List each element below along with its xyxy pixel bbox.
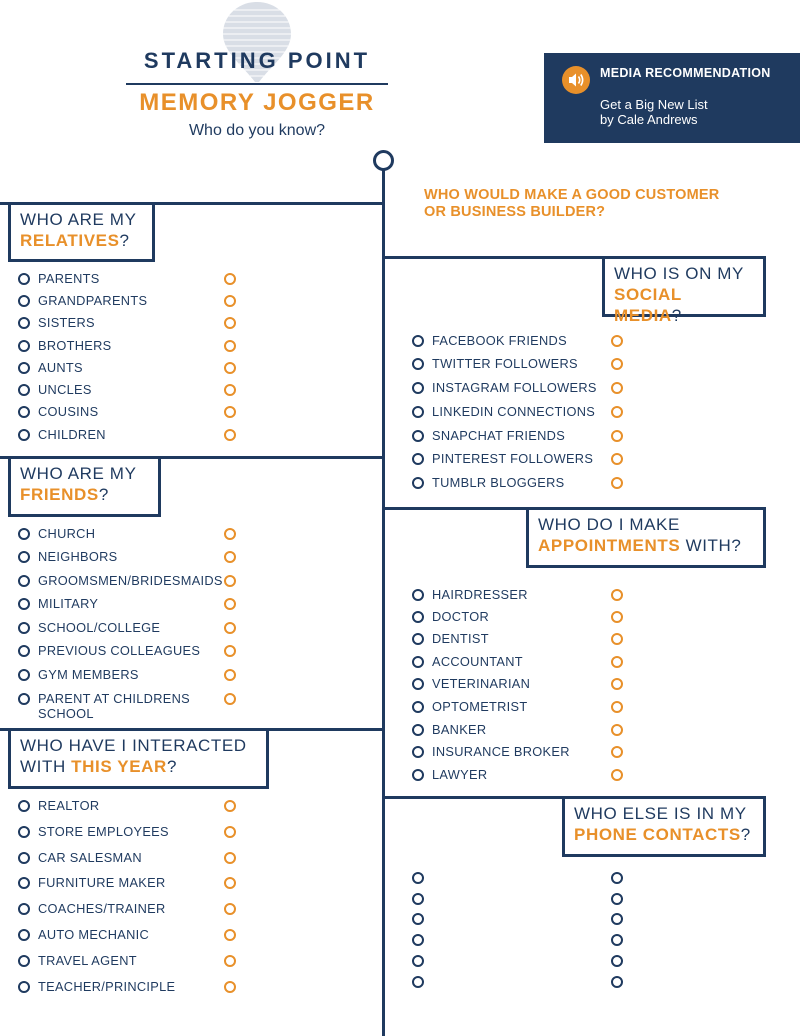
list-item: UNCLES bbox=[38, 382, 92, 397]
checkbox[interactable] bbox=[412, 934, 424, 946]
checkbox[interactable] bbox=[18, 295, 30, 307]
checkbox[interactable] bbox=[224, 981, 236, 993]
checkbox[interactable] bbox=[611, 358, 623, 370]
section-header-line: WHO ARE MY bbox=[20, 464, 137, 483]
media-heading: MEDIA RECOMMENDATION bbox=[600, 66, 771, 80]
checkbox[interactable] bbox=[18, 317, 30, 329]
checkbox[interactable] bbox=[611, 872, 623, 884]
checkbox[interactable] bbox=[224, 852, 236, 864]
media-recommendation-box bbox=[544, 53, 800, 143]
checkbox[interactable] bbox=[224, 406, 236, 418]
page-tagline: Who do you know? bbox=[188, 122, 326, 139]
checkbox[interactable] bbox=[412, 746, 424, 758]
checkbox[interactable] bbox=[224, 903, 236, 915]
checkbox[interactable] bbox=[18, 575, 30, 587]
checkbox[interactable] bbox=[224, 295, 236, 307]
list-item: PREVIOUS COLLEAGUES bbox=[38, 643, 201, 658]
list-item: CHURCH bbox=[38, 526, 96, 541]
question-line-2: OR BUSINESS BUILDER? bbox=[424, 204, 606, 220]
checkbox[interactable] bbox=[18, 955, 30, 967]
section-header-line: WHO DO I MAKE bbox=[538, 515, 680, 534]
section-header-appointments bbox=[526, 507, 766, 568]
list-item: MILITARY bbox=[38, 596, 99, 611]
tree-trunk bbox=[382, 168, 385, 1036]
checkbox[interactable] bbox=[611, 430, 623, 442]
checkbox[interactable] bbox=[412, 678, 424, 690]
list-item: BANKER bbox=[432, 722, 487, 737]
checkbox[interactable] bbox=[412, 358, 424, 370]
checkbox[interactable] bbox=[224, 340, 236, 352]
checkbox[interactable] bbox=[412, 976, 424, 988]
list-item: CAR SALESMAN bbox=[38, 850, 142, 865]
section-highlight: SOCIAL MEDIA bbox=[614, 285, 682, 325]
list-item: INSTAGRAM FOLLOWERS bbox=[432, 380, 597, 395]
section-suffix: ? bbox=[98, 485, 109, 504]
list-item: SNAPCHAT FRIENDS bbox=[432, 428, 566, 443]
checkbox[interactable] bbox=[224, 877, 236, 889]
list-item: LINKEDIN CONNECTIONS bbox=[432, 404, 596, 419]
list-item: ACCOUNTANT bbox=[432, 654, 523, 669]
list-item: TUMBLR BLOGGERS bbox=[432, 475, 565, 490]
checkbox[interactable] bbox=[224, 693, 236, 705]
section-header-line: WHO HAVE I INTERACTED bbox=[20, 736, 247, 755]
media-line-2: by Cale Andrews bbox=[600, 112, 698, 127]
checkbox[interactable] bbox=[224, 273, 236, 285]
checkbox[interactable] bbox=[412, 382, 424, 394]
checkbox[interactable] bbox=[18, 852, 30, 864]
section-header-social-media bbox=[602, 256, 766, 325]
section-suffix: WITH? bbox=[680, 536, 742, 555]
checkbox[interactable] bbox=[224, 955, 236, 967]
checkbox[interactable] bbox=[224, 645, 236, 657]
checkbox[interactable] bbox=[224, 598, 236, 610]
checkbox[interactable] bbox=[18, 551, 30, 563]
checkbox[interactable] bbox=[412, 656, 424, 668]
checkbox[interactable] bbox=[18, 903, 30, 915]
checkbox[interactable] bbox=[18, 273, 30, 285]
checkbox[interactable] bbox=[18, 362, 30, 374]
checkbox[interactable] bbox=[412, 724, 424, 736]
section-header-line: WHO ARE MY bbox=[20, 210, 137, 229]
checkbox[interactable] bbox=[224, 669, 236, 681]
page-subtitle: MEMORY JOGGER bbox=[139, 89, 375, 116]
checkbox[interactable] bbox=[412, 406, 424, 418]
checkbox[interactable] bbox=[18, 429, 30, 441]
checkbox[interactable] bbox=[611, 913, 623, 925]
checkbox[interactable] bbox=[412, 893, 424, 905]
list-item: COACHES/TRAINER bbox=[38, 901, 166, 916]
checkbox[interactable] bbox=[412, 633, 424, 645]
checkbox[interactable] bbox=[18, 981, 30, 993]
checkbox[interactable] bbox=[224, 800, 236, 812]
checkbox[interactable] bbox=[412, 611, 424, 623]
checkbox[interactable] bbox=[412, 453, 424, 465]
list-item: PINTEREST FOLLOWERS bbox=[432, 451, 594, 466]
tree-top-circle bbox=[373, 150, 394, 171]
list-item: COUSINS bbox=[38, 404, 99, 419]
list-item: REALTOR bbox=[38, 798, 100, 813]
checkbox[interactable] bbox=[412, 872, 424, 884]
section-prefix: WITH bbox=[20, 757, 72, 776]
checkbox[interactable] bbox=[18, 598, 30, 610]
checkbox[interactable] bbox=[611, 611, 623, 623]
section-highlight: RELATIVES bbox=[20, 231, 120, 250]
list-item: TRAVEL AGENT bbox=[38, 953, 137, 968]
media-line-1: Get a Big New List bbox=[600, 97, 708, 112]
section-header-line: WHO IS ON MY bbox=[614, 264, 744, 283]
checkbox[interactable] bbox=[611, 382, 623, 394]
checkbox[interactable] bbox=[611, 701, 623, 713]
checkbox[interactable] bbox=[18, 877, 30, 889]
section-header-friends bbox=[8, 456, 161, 517]
list-item: PARENTS bbox=[38, 271, 100, 286]
checkbox[interactable] bbox=[18, 645, 30, 657]
list-item: HAIRDRESSER bbox=[432, 587, 528, 602]
media-title bbox=[600, 97, 790, 127]
list-item: STORE EMPLOYEES bbox=[38, 824, 169, 839]
checkbox[interactable] bbox=[611, 724, 623, 736]
section-header-relatives bbox=[8, 202, 155, 262]
list-item: TEACHER/PRINCIPLE bbox=[38, 979, 176, 994]
checkbox[interactable] bbox=[611, 893, 623, 905]
list-item: DENTIST bbox=[432, 631, 489, 646]
list-item: GYM MEMBERS bbox=[38, 667, 139, 682]
checkbox[interactable] bbox=[611, 678, 623, 690]
checkbox[interactable] bbox=[18, 528, 30, 540]
section-header-line: WHO ELSE IS IN MY bbox=[574, 804, 747, 823]
checkbox[interactable] bbox=[18, 929, 30, 941]
checkbox[interactable] bbox=[611, 453, 623, 465]
section-highlight: PHONE CONTACTS bbox=[574, 825, 741, 844]
checkbox[interactable] bbox=[224, 929, 236, 941]
list-item: AUNTS bbox=[38, 360, 83, 375]
checkbox[interactable] bbox=[224, 826, 236, 838]
checkbox[interactable] bbox=[611, 746, 623, 758]
checkbox[interactable] bbox=[611, 589, 623, 601]
checkbox[interactable] bbox=[412, 769, 424, 781]
checkbox[interactable] bbox=[412, 335, 424, 347]
question-heading bbox=[424, 187, 719, 221]
checkbox[interactable] bbox=[18, 826, 30, 838]
list-item: TWITTER FOLLOWERS bbox=[432, 356, 578, 371]
list-item bbox=[38, 691, 190, 721]
checkbox[interactable] bbox=[611, 955, 623, 967]
title-divider bbox=[126, 83, 388, 85]
list-item: OPTOMETRIST bbox=[432, 699, 528, 714]
checkbox[interactable] bbox=[611, 976, 623, 988]
list-item: SISTERS bbox=[38, 315, 95, 330]
checkbox[interactable] bbox=[18, 340, 30, 352]
checkbox[interactable] bbox=[412, 955, 424, 967]
list-item: BROTHERS bbox=[38, 338, 112, 353]
checkbox[interactable] bbox=[224, 384, 236, 396]
question-line-1: WHO WOULD MAKE A GOOD CUSTOMER bbox=[424, 187, 720, 203]
list-item: AUTO MECHANIC bbox=[38, 927, 150, 942]
checkbox[interactable] bbox=[412, 913, 424, 925]
list-item: NEIGHBORS bbox=[38, 549, 118, 564]
list-item: VETERINARIAN bbox=[432, 676, 531, 691]
checkbox[interactable] bbox=[412, 477, 424, 489]
list-item: SCHOOL/COLLEGE bbox=[38, 620, 161, 635]
checkbox[interactable] bbox=[18, 693, 30, 705]
checkbox[interactable] bbox=[224, 362, 236, 374]
section-highlight: THIS YEAR bbox=[71, 757, 167, 776]
checkbox[interactable] bbox=[224, 429, 236, 441]
page-title: STARTING POINT bbox=[143, 48, 371, 73]
list-item: LAWYER bbox=[432, 767, 488, 782]
checkbox[interactable] bbox=[18, 384, 30, 396]
section-suffix: ? bbox=[671, 306, 682, 325]
checkbox[interactable] bbox=[611, 769, 623, 781]
list-item: GROOMSMEN/BRIDESMAIDS bbox=[38, 573, 223, 588]
list-item: INSURANCE BROKER bbox=[432, 744, 570, 759]
checkbox[interactable] bbox=[412, 589, 424, 601]
section-suffix: ? bbox=[166, 757, 177, 776]
list-item-line: SCHOOL bbox=[38, 706, 94, 721]
checkbox[interactable] bbox=[224, 551, 236, 563]
checkbox[interactable] bbox=[224, 575, 236, 587]
checkbox[interactable] bbox=[611, 633, 623, 645]
checkbox[interactable] bbox=[611, 477, 623, 489]
list-item: FURNITURE MAKER bbox=[38, 875, 166, 890]
section-header-phone-contacts bbox=[562, 796, 766, 857]
checkbox[interactable] bbox=[18, 800, 30, 812]
checkbox[interactable] bbox=[611, 406, 623, 418]
checkbox[interactable] bbox=[412, 430, 424, 442]
checkbox[interactable] bbox=[224, 622, 236, 634]
checkbox[interactable] bbox=[611, 656, 623, 668]
checkbox[interactable] bbox=[224, 528, 236, 540]
checkbox[interactable] bbox=[611, 934, 623, 946]
list-item-line: PARENT AT CHILDRENS bbox=[38, 691, 190, 706]
section-suffix: ? bbox=[119, 231, 130, 250]
checkbox[interactable] bbox=[18, 669, 30, 681]
section-highlight: APPOINTMENTS bbox=[538, 536, 681, 555]
speaker-icon bbox=[562, 66, 590, 94]
checkbox[interactable] bbox=[224, 317, 236, 329]
checkbox[interactable] bbox=[18, 622, 30, 634]
checkbox[interactable] bbox=[611, 335, 623, 347]
list-item: CHILDREN bbox=[38, 427, 106, 442]
list-item: FACEBOOK FRIENDS bbox=[432, 333, 567, 348]
section-highlight: FRIENDS bbox=[20, 485, 99, 504]
checkbox[interactable] bbox=[412, 701, 424, 713]
section-header-interacted bbox=[8, 728, 269, 789]
section-suffix: ? bbox=[740, 825, 751, 844]
list-item: DOCTOR bbox=[432, 609, 490, 624]
list-item: GRANDPARENTS bbox=[38, 293, 148, 308]
checkbox[interactable] bbox=[18, 406, 30, 418]
